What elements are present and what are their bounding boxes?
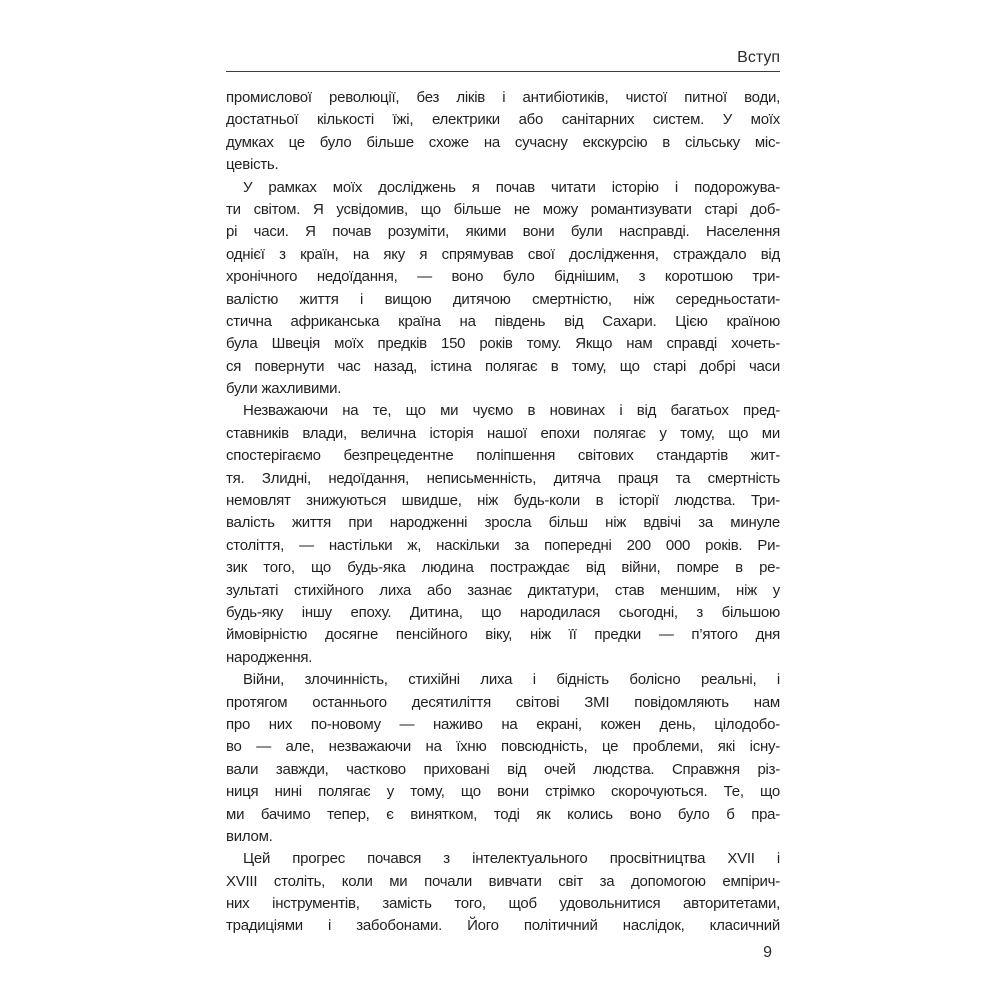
- text-line: народження.: [226, 648, 313, 666]
- text-line: думках це було більше схоже на сучасну екскурсію в сільську міс-: [226, 133, 780, 151]
- header-divider: [226, 71, 780, 72]
- text-line: ниця нині полягає у тому, що вони стрімко скорочуються. Те, що: [226, 783, 780, 801]
- text-line: будь-яку іншу епоху. Дитина, що народилася сьогодні, з більшою: [226, 603, 780, 621]
- text-line: рі часи. Я почав розуміти, якими вони були насправді. Населення: [226, 223, 780, 241]
- text-line: во — але, незважаючи на їхню повсюдність, це проблеми, які існу-: [226, 738, 780, 756]
- text-line: ставників влади, велична історія нашої епохи полягає у тому, що ми: [226, 424, 780, 442]
- text-line: зик того, що будь-яка людина постраждає від війни, помре в ре-: [226, 559, 780, 577]
- text-line: протягом останнього десятиліття світові ЗМІ повідомляють нам: [226, 693, 780, 711]
- text-line: спостерігаємо безпрецедентне поліпшення світових стандартів жит-: [226, 447, 780, 465]
- text-line: ми бачимо тепер, є винятком, тоді як колись воно було б пра-: [226, 805, 780, 823]
- text-line: них інструментів, замість того, щоб удовольнитися авторитетами,: [226, 895, 780, 913]
- text-body: [226, 87, 780, 938]
- text-line: ймовірністю досягне пенсійного віку, ніж її предки — п’ятого дня: [226, 626, 780, 644]
- text-line: Війни, злочинність, стихійні лиха і бідність болісно реальні, і: [243, 671, 780, 689]
- text-line: хронічного недоїдання, — воно було біднішим, з коротшою три-: [226, 268, 780, 286]
- text-line: ся повернути час назад, істина полягає в тому, що старі добрі часи: [226, 357, 780, 375]
- text-line: вали завжди, частково приховані від очей людства. Справжня різ-: [226, 760, 780, 778]
- text-line: Незважаючи на те, що ми чуємо в новинах і від багатьох пред-: [243, 402, 780, 420]
- text-line: були жахливими.: [226, 380, 342, 398]
- text-line: стична африканська країна на південь від Сахари. Цією країною: [226, 312, 780, 330]
- text-line: століття, — настільки ж, наскільки за попередні 200 000 років. Ри-: [226, 536, 780, 554]
- text-line: достатньої кількості їжі, електрики або санітарних систем. У моїх: [226, 111, 780, 129]
- text-line: немовлят знижуються швидше, ніж будь-коли в історії людства. Три-: [226, 492, 780, 510]
- text-line: зультаті стихійного лиха або зазнає диктатури, став меншим, ніж у: [226, 581, 780, 599]
- text-line: традиціями і забобонами. Його політичний наслідок, класичний: [226, 917, 780, 935]
- text-line: ти світом. Я усвідомив, що більше не можу романтизувати старі доб-: [226, 200, 780, 218]
- text-line: промислової революції, без ліків і антибіотиків, чистої питної води,: [226, 89, 780, 106]
- page-number: 9: [763, 944, 772, 961]
- paragraph: [226, 87, 780, 177]
- text-line: XVIII століть, коли ми почали вивчати світ за допомогою емпірич-: [226, 872, 780, 890]
- text-line: тя. Злидні, недоїдання, неписьменність, дитяча праця та смертність: [226, 469, 780, 487]
- text-line: Цей прогрес почався з інтелектуального просвітництва XVII і: [243, 850, 780, 868]
- text-line: валістю життя і вищою дитячою смертністю, ніж середньостати-: [226, 290, 780, 308]
- text-line: цевість.: [226, 156, 279, 174]
- text-line: валість життя при народженні зросла більш ніж вдвічі за минуле: [226, 514, 780, 532]
- text-line: була Швеція моїх предків 150 років тому. Якщо нам справді хочеть-: [226, 335, 780, 353]
- paragraph: [226, 669, 780, 848]
- text-line: вилом.: [226, 827, 273, 845]
- text-line: однієї з країн, на яку я спрямував свої дослідження, страждало від: [226, 245, 780, 263]
- paragraph: [226, 177, 780, 401]
- paragraph: [226, 400, 780, 669]
- page-title: Вступ: [737, 49, 780, 66]
- text-line: У рамках моїх досліджень я почав читати історію і подорожува-: [243, 178, 780, 196]
- paragraph: [226, 848, 780, 938]
- text-line: про них по-новому — наживо на екрані, кожен день, цілодобо-: [226, 715, 780, 733]
